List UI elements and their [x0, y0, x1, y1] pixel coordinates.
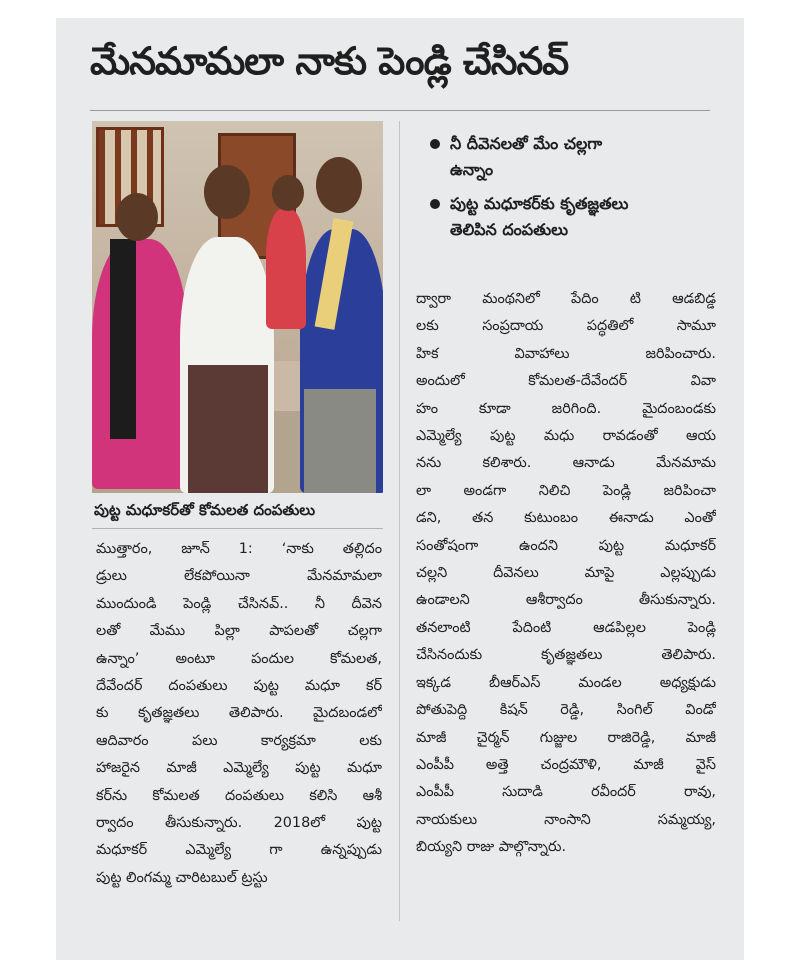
photo-head-elder: [204, 165, 250, 219]
photo-head-child: [272, 175, 304, 211]
newspaper-clipping: [56, 18, 744, 960]
photo-head-woman: [116, 193, 158, 241]
article-line: పుట్ట లింగమ్మ చారిటబుల్ ట్రస్టు: [96, 869, 268, 886]
article-line: ముందుండి పెండ్లి చేసినవ్.. నీ దీవెన: [96, 595, 382, 612]
photo-trousers-elder: [188, 365, 268, 493]
article-line: చల్లని దీవెనలు మాపై ఎల్లప్పుడు: [416, 565, 716, 582]
article-line: ఆదివారం పలు కార్యక్రమా లకు: [96, 732, 382, 749]
bullet-dot-icon: [430, 139, 440, 149]
news-photo: [92, 121, 383, 493]
photo-scarf: [110, 239, 136, 439]
bullet-dot-icon: [430, 199, 440, 209]
article-line: నను కలిశారు. ఆనాడు మేనమామ: [416, 455, 716, 472]
article-line: చేసినందుకు కృతజ్ఞతలు తెలిపారు.: [416, 647, 716, 664]
bullet-line: ఉన్నాం: [450, 160, 494, 179]
column-divider: [399, 121, 400, 921]
article-line: ముత్తారం, జూన్ 1: ‘నాకు తల్లిదం: [96, 541, 382, 557]
article-line: సంతోషంగా ఉందని పుట్ట మధూకర్: [416, 537, 716, 554]
highlight-bullets: [428, 131, 718, 251]
article-line: మాజీ చైర్మన్ గుజ్జుల రాజిరెడ్డి, మాజీ: [416, 729, 716, 746]
article-line: హం కూడా జరిగింది. మైదంబండకు: [416, 400, 716, 417]
photo-caption: పుట్ట మధూకర్‌తో కోమలత దంపతులు: [94, 501, 316, 519]
photo-person-woman: [92, 239, 188, 489]
photo-trousers-man: [304, 389, 376, 493]
article-line: ఎమ్మెల్యే పుట్ట మధు రావడంతో ఆయ: [416, 428, 716, 445]
photo-head-man: [316, 157, 362, 213]
article-line: ఎంపీపీ సుదాడి రవీందర్ రావు,: [416, 784, 716, 801]
article-line: కర్‌ను కోమలత దంపతులు కలిసి ఆశీ: [96, 787, 382, 804]
article-line: ఉన్నాం’ అంటూ పందుల కోమలత,: [96, 650, 382, 667]
article-column-left: [96, 536, 382, 892]
article-line: లకు సంప్రదాయ పద్ధతిలో సామూ: [416, 318, 716, 335]
article-line: పోతుపెద్ది కిషన్ రెడ్డి, సింగిల్ విండో: [416, 702, 716, 719]
headline: మేనమామలా నాకు పెండ్లి చేసినవ్: [90, 39, 569, 83]
article-line: హిక వివాహాలు జరిపించారు.: [416, 345, 716, 362]
article-line: లతో మేము పిల్లా పాపలతో చల్లగా: [96, 623, 382, 640]
bullet-line: తెలిపిన దంపతులు: [450, 220, 569, 239]
article-line: హాజరైన మాజీ ఎమ్మెల్యే పుట్ట మధూ: [96, 760, 382, 777]
article-line: నాయకులు నాంసాని సమ్మయ్య,: [416, 811, 716, 828]
headline-rule: [90, 110, 710, 111]
article-line: మధూకర్ ఎమ్మెల్యే గా ఉన్నప్పుడు: [96, 842, 382, 859]
article-line: డని, తన కుటుంబం ఈనాడు ఎంతో: [416, 510, 716, 527]
article-column-right: [416, 286, 716, 862]
article-line: ఎంపీపీ అత్తె చంద్రమౌళి, మాజీ వైస్: [416, 756, 716, 773]
article-line: తనలాంటి పేదింటి ఆడపిల్లల పెండ్లి: [416, 619, 716, 636]
bullet-point: [428, 131, 718, 183]
bullet-point: [428, 191, 718, 243]
article-line: ఇక్కడ బీఆర్‌ఎస్ మండల అధ్యక్షుడు: [416, 674, 716, 691]
bullet-line: నీ దీవెనలతో మేం చల్లగా: [450, 134, 603, 153]
article-line: అందులో కోమలత-దేవేందర్ వివా: [416, 373, 716, 390]
article-line: ర్వాదం తీసుకున్నారు. 2018లో పుట్ట: [96, 815, 382, 832]
article-line: బియ్యని రాజు పాల్గొన్నారు.: [416, 839, 567, 856]
bullet-line: పుట్ట మధూకర్‌కు కృతజ్ఞతలు: [450, 194, 629, 213]
article-line: లా అండగా నిలిచి పెండ్లి జరిపించా: [416, 482, 716, 499]
article-line: ఉండాలని ఆశీర్వాదం తీసుకున్నారు.: [416, 592, 716, 609]
article-line: ద్వారా మంథనిలో పేదిం టి ఆడబిడ్డ: [416, 291, 716, 307]
photo-person-child: [266, 209, 306, 329]
caption-rule: [92, 528, 383, 529]
article-line: డ్రులు లేకపోయినా మేనమామలా: [96, 568, 382, 585]
article-line: దేవేందర్ దంపతులు పుట్ట మధూ కర్: [96, 678, 382, 695]
article-line: కు కృతజ్ఞతలు తెలిపారు. మైదబండలో: [96, 705, 382, 722]
